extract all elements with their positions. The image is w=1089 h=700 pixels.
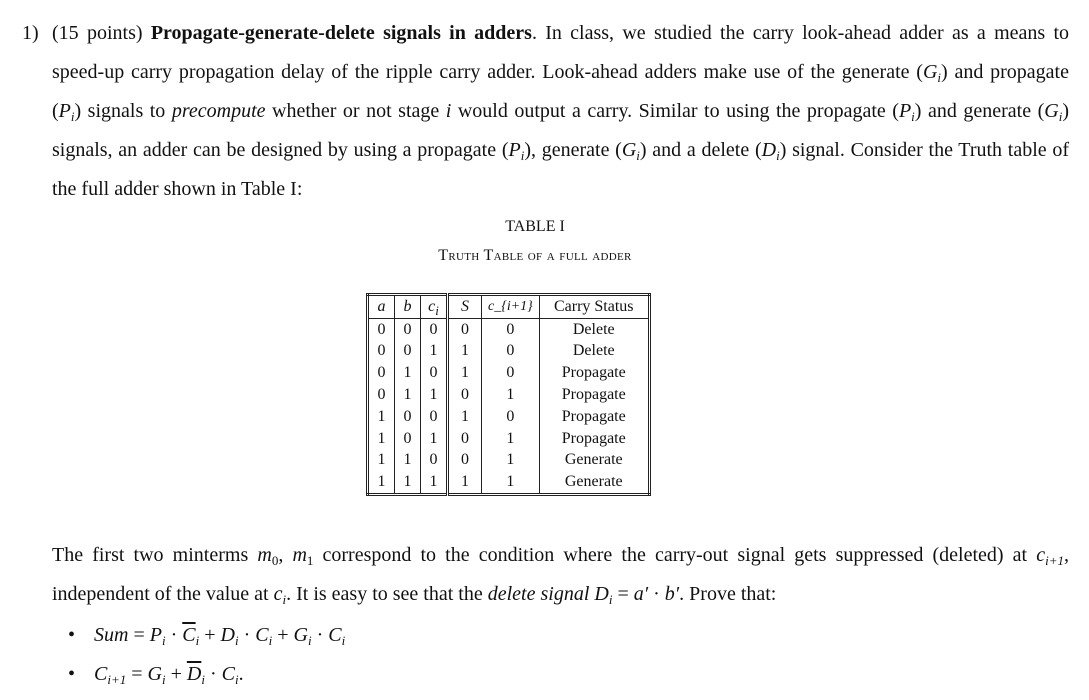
table-cell: 1: [368, 471, 395, 494]
table-cell: 0: [368, 341, 395, 363]
math-run: D: [220, 624, 235, 646]
table-cell: Generate: [539, 450, 649, 472]
truth-table: [366, 293, 651, 496]
math-run: b: [403, 297, 412, 315]
table-cell: 1: [395, 384, 421, 406]
table-cell: 0: [368, 318, 395, 340]
text-run: , independent of the value at: [52, 544, 1070, 605]
table-cell: 0: [368, 362, 395, 384]
math-run: c: [1036, 544, 1046, 566]
math-run: G: [293, 624, 308, 646]
math-run: 1: [306, 553, 314, 568]
text-run: whether or not stage: [265, 100, 446, 122]
math-run: i: [234, 672, 239, 687]
table-row: [368, 471, 650, 494]
math-run: m: [292, 544, 307, 566]
column-header-label: c_{i+1}: [488, 299, 533, 315]
column-header: [421, 295, 448, 319]
math-run: delete signal D: [487, 583, 609, 605]
table-cell: 0: [482, 406, 540, 428]
table-cell: 0: [448, 450, 482, 472]
math-run: i: [520, 148, 525, 163]
table-cell: 1: [448, 406, 482, 428]
math-run: i: [307, 633, 312, 648]
math-run: i: [195, 633, 200, 648]
table-cell: 1: [368, 428, 395, 450]
math-run: S: [461, 297, 469, 315]
table-cell: 1: [395, 471, 421, 494]
math-run: D: [761, 139, 777, 161]
math-run: i: [161, 672, 166, 687]
math-run: i: [282, 592, 287, 607]
math-run: C: [328, 624, 342, 646]
table-cell: 1: [368, 450, 395, 472]
table-row: [368, 362, 650, 384]
table-cell: 0: [482, 341, 540, 363]
math-run: i: [911, 109, 915, 124]
math-run: i: [70, 109, 75, 124]
table-row: [368, 406, 650, 428]
text-run: .: [238, 663, 244, 685]
math-run: c: [273, 583, 283, 605]
column-header: [448, 295, 482, 319]
table-cell: 1: [395, 362, 421, 384]
problem-number: 1): [22, 22, 39, 44]
text-run: . Prove that:: [679, 583, 777, 605]
table-cell: Propagate: [539, 428, 649, 450]
text-run: +: [165, 663, 187, 685]
math-run: i: [234, 633, 239, 648]
list-item: [52, 616, 345, 655]
table-row: [368, 384, 650, 406]
table-cell: 1: [448, 471, 482, 494]
table-cell: 1: [448, 341, 482, 363]
text-run: ), generate (: [524, 139, 622, 161]
table-row: [368, 341, 650, 363]
math-run: i: [161, 633, 166, 648]
math-run: a: [377, 297, 386, 315]
table-cell: 1: [421, 471, 448, 494]
math-run: 0: [271, 553, 279, 568]
math-run: i: [776, 148, 780, 163]
table-cell: Generate: [539, 471, 649, 494]
problem-paragraph: [52, 14, 1069, 209]
math-run: P: [149, 624, 162, 646]
math-run: i+1: [107, 672, 127, 687]
math-run: i+1: [1045, 553, 1065, 568]
text-run: =: [128, 624, 150, 646]
table-cell: Propagate: [539, 384, 649, 406]
minterm-paragraph: [52, 536, 1069, 614]
math-run: i: [1058, 109, 1063, 124]
bullet-icon: •: [68, 663, 76, 685]
math-run: P: [508, 139, 521, 161]
text-run: ·: [311, 624, 329, 646]
math-run: c: [428, 297, 436, 315]
math-run: i: [937, 70, 942, 85]
column-header: [482, 295, 540, 319]
table-row: [368, 318, 650, 340]
table-cell: 0: [395, 341, 421, 363]
text-run: ) signals, an adder can be designed by using a propagate (: [52, 100, 1070, 161]
text-run: . It is easy to see that the: [286, 583, 488, 605]
table-cell: Propagate: [539, 362, 649, 384]
math-run: b′: [664, 583, 680, 605]
text-run: ·: [238, 624, 256, 646]
overline-math: $\overline{D}$: [186, 663, 202, 685]
table-cell: 1: [448, 362, 482, 384]
text-run: ) signal. Consider the Truth table of the full adder shown in Table I:: [52, 139, 1070, 200]
table-cell: 1: [482, 450, 540, 472]
bullet-icon: •: [68, 624, 76, 646]
overline-math: $\overline{C}$: [182, 624, 196, 646]
table-cell: 1: [421, 384, 448, 406]
table-cell: Delete: [539, 341, 649, 363]
table-cell: 0: [395, 428, 421, 450]
math-run: G: [922, 61, 938, 83]
text-run: (15 points): [52, 22, 151, 44]
table-cell: Propagate: [539, 406, 649, 428]
column-header: [539, 295, 649, 319]
math-run: C: [221, 663, 235, 685]
table-cell: 0: [448, 428, 482, 450]
table-cell: 1: [482, 471, 540, 494]
table-cell: 0: [395, 406, 421, 428]
text-run: +: [199, 624, 221, 646]
text-run: =: [126, 663, 148, 685]
text-run: ) and a delete (: [639, 139, 762, 161]
text-run: ) signals to: [74, 100, 172, 122]
math-run: i: [341, 633, 346, 648]
math-run: G: [1044, 100, 1059, 122]
text-run: ·: [165, 624, 183, 646]
math-run: i: [445, 100, 452, 122]
table-cell: 0: [448, 384, 482, 406]
math-run: P: [898, 100, 912, 122]
prove-list: [52, 616, 345, 694]
text-run: ,: [278, 544, 293, 566]
table-cell: 1: [482, 384, 540, 406]
table-cell: 1: [482, 428, 540, 450]
table-header-row: [368, 295, 650, 319]
math-run: i: [608, 592, 613, 607]
column-header: [395, 295, 421, 319]
math-run: Sum: [94, 624, 129, 646]
bold-text: Propagate-generate-delete signals in adders: [150, 22, 532, 44]
math-run: G: [147, 663, 162, 685]
text-run: The first two minterms: [52, 544, 258, 566]
table-cell: 1: [395, 450, 421, 472]
table-cell: 1: [368, 406, 395, 428]
table-cell: Delete: [539, 318, 649, 340]
table-row: [368, 428, 650, 450]
column-header: [368, 295, 395, 319]
text-run: would output a carry. Similar to using the propagate (: [451, 100, 899, 122]
table-cell: 0: [421, 406, 448, 428]
table-cell: 0: [421, 362, 448, 384]
math-run: C: [94, 663, 108, 685]
text-run: ·: [204, 663, 222, 685]
table-row: [368, 450, 650, 472]
table-cell: 0: [421, 318, 448, 340]
math-run: precompute: [171, 100, 266, 122]
math-run: i: [636, 148, 640, 163]
table-cell: 0: [368, 384, 395, 406]
math-run: i: [435, 302, 439, 318]
table-cell: 0: [482, 362, 540, 384]
math-run: G: [621, 139, 637, 161]
table-title: Truth Table of a full adder: [438, 247, 632, 264]
text-run: Carry Status: [553, 297, 634, 315]
text-run: =: [612, 583, 634, 605]
table-cell: 0: [395, 318, 421, 340]
text-run: ·: [648, 583, 665, 605]
table-caption: TABLE I: [505, 218, 565, 235]
math-run: m: [257, 544, 272, 566]
table-cell: 1: [421, 428, 448, 450]
text-run: . In class, we studied the carry look-ahead adder as a means to speed-up carry propagation delay of the ripple carry adder. Look-ahead adders make use of the generate (: [52, 22, 1070, 83]
table-cell: 0: [448, 318, 482, 340]
text-run: ) and propagate (: [52, 61, 1069, 122]
table-cell: 1: [421, 341, 448, 363]
list-item: [52, 655, 345, 694]
math-run: a′: [633, 583, 649, 605]
table-cell: 0: [421, 450, 448, 472]
math-run: P: [58, 100, 71, 122]
math-run: C: [255, 624, 269, 646]
text-run: +: [272, 624, 294, 646]
table-cell: 0: [482, 318, 540, 340]
text-run: correspond to the condition where the carry-out signal gets suppressed (deleted) at: [313, 544, 1037, 566]
text-run: ) and generate (: [914, 100, 1045, 122]
math-run: i: [201, 672, 205, 687]
math-run: i: [268, 633, 273, 648]
